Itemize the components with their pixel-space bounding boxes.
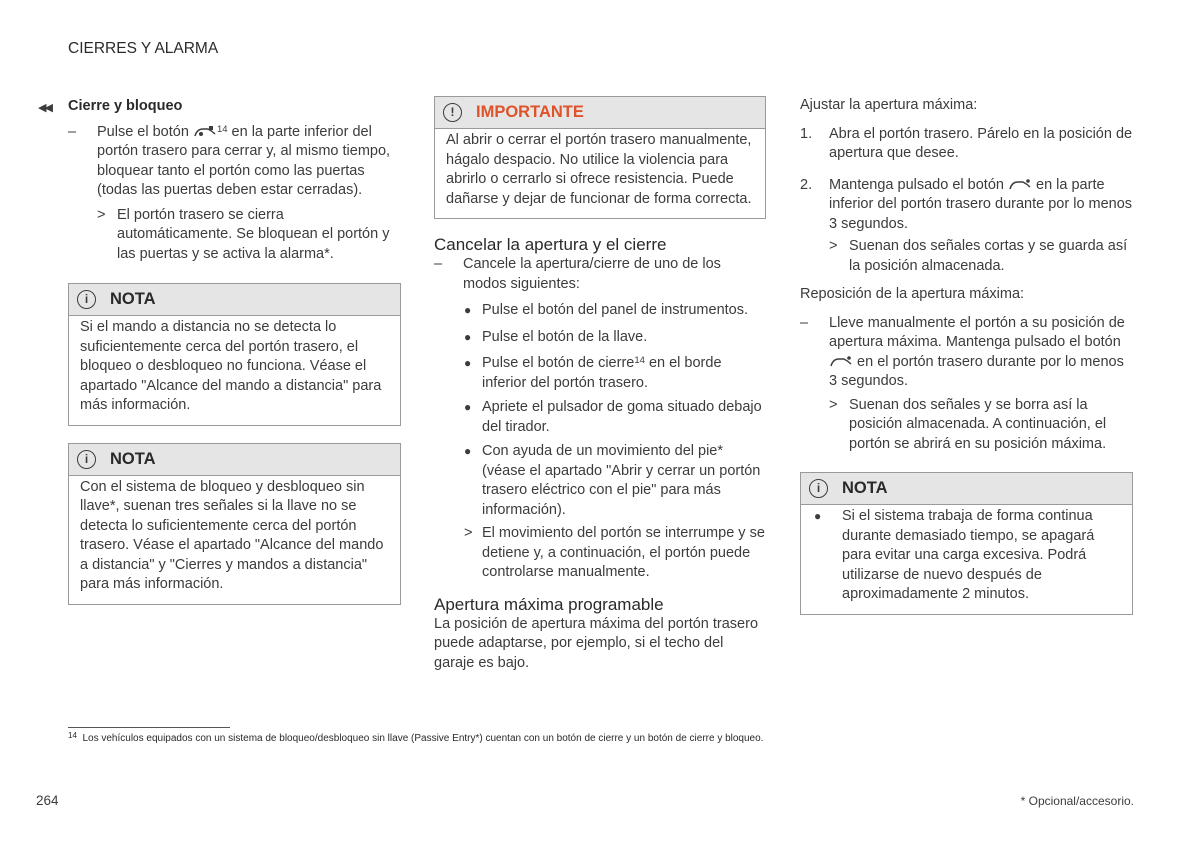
- note-header: [69, 444, 400, 476]
- column-middle: [434, 96, 766, 673]
- note-header: [801, 473, 1132, 505]
- step-result: [829, 237, 1133, 276]
- list-item: [463, 398, 766, 437]
- footnote: [68, 733, 763, 744]
- double-chevron-left-icon[interactable]: ◀◀: [38, 102, 51, 114]
- step-text: Abra el portón trasero. Párelo en la posición de apertura que desee.: [829, 125, 1133, 161]
- list-item: [463, 301, 766, 321]
- info-circle-icon: i: [77, 290, 96, 309]
- cancel-step: [434, 255, 766, 294]
- page-number: 264: [36, 793, 59, 808]
- bullet-text: Con ayuda de un movimiento del pie* (véase el apartado "Abrir y cerrar un portón trasero eléctrico con el pie" para más información).: [482, 443, 761, 518]
- column-left: [38, 96, 401, 605]
- step-dash: –: [68, 123, 77, 140]
- bullet-mark: ●: [464, 329, 472, 344]
- note-box-2: [68, 443, 401, 605]
- result-text: El portón trasero se cierra automáticamente. Se bloquean el portón y las puertas y se activa la alarma*.: [117, 206, 390, 262]
- page-header: CIERRES Y ALARMA: [68, 40, 219, 57]
- bullet-text: Pulse el botón de la llave.: [482, 328, 648, 345]
- list-item: [463, 328, 766, 348]
- step-text-pre: Pulse el botón: [97, 123, 189, 140]
- note-body: Con el sistema de bloqueo y desbloqueo sin llave*, suenan tres señales si la llave no se detecta lo suficientemente cerca del portón trasero. Véase el apartado "Alcance del mando a distancia" y "Cierres y mandos a distancia" para más información.: [80, 478, 384, 592]
- result-mark: >: [829, 396, 838, 413]
- bullet-text-pre: Pulse el botón de cierre: [482, 355, 635, 371]
- footnote-number: 14: [68, 731, 77, 740]
- note-body: Si el sistema trabaja de forma continua durante demasiado tiempo, se apagará para evitar una carga excesiva. Podrá utilizarse de nuevo después de aproximadamente 2 minutos.: [842, 508, 1095, 602]
- adjust-intro: Ajustar la apertura máxima:: [800, 97, 978, 113]
- result-text: Suenan dos señales y se borra así la posición almacenada. A continuación, el portón se abrirá en su posición máxima.: [849, 396, 1107, 452]
- section-title-cierre-bloqueo: Cierre y bloqueo: [68, 98, 183, 114]
- info-circle-icon: i: [77, 450, 96, 469]
- bullet-mark: ●: [464, 303, 472, 317]
- step-close-lock: [68, 123, 401, 201]
- note-box-1: [68, 283, 401, 426]
- apertura-maxima-body: La posición de apertura máxima del portón trasero puede adaptarse, por ejemplo, si el techo del garaje es bajo.: [434, 615, 759, 671]
- step-number: 2.: [800, 176, 813, 193]
- note-title: NOTA: [110, 449, 156, 468]
- footnote-ref[interactable]: 14: [216, 123, 228, 135]
- result-mark: >: [97, 206, 106, 223]
- numbered-step-1: [800, 125, 1133, 164]
- note-body-wrap: [801, 505, 1132, 614]
- step-text-post: en la parte inferior del portón trasero para cerrar y, al mismo tiempo, bloquear tanto el portón como las puertas (todas las puertas deben estar cerradas).: [97, 123, 391, 198]
- section-title-apertura-maxima: Apertura máxima programable: [434, 594, 664, 614]
- step-text-pre: Lleve manualmente el portón a su posición de apertura máxima. Mantenga pulsado el botón: [829, 314, 1125, 350]
- list-item: [463, 442, 766, 520]
- tailgate-button-icon: [1008, 179, 1032, 191]
- cancel-bullet-list: [463, 301, 766, 583]
- tailgate-button-icon: [829, 356, 853, 368]
- step-number: 1.: [800, 125, 813, 142]
- info-circle-icon: i: [809, 479, 828, 498]
- numbered-step-2: [800, 176, 1133, 235]
- note-title: NOTA: [842, 479, 888, 497]
- bullet-text-post: en el borde inferior del portón trasero.: [482, 355, 722, 391]
- optional-note: * Opcional/accesorio.: [1020, 794, 1134, 808]
- bullet-mark: ●: [464, 356, 472, 370]
- result-mark: >: [829, 238, 838, 254]
- bullet-text: Pulse el botón del panel de instrumentos.: [482, 302, 749, 318]
- bullet-text: Apriete el pulsador de goma situado debajo del tirador.: [482, 399, 762, 435]
- note-box-3: [800, 472, 1133, 615]
- step-dash: –: [800, 314, 809, 331]
- list-item: [463, 354, 766, 393]
- result-text: El movimiento del portón se interrumpe y se detiene y, a continuación, el portón puede controlarse manualmente.: [482, 525, 765, 580]
- step-text-post: en la parte inferior del portón trasero durante por lo menos 3 segundos.: [829, 176, 1133, 232]
- column-right: [800, 96, 1133, 615]
- important-header: [435, 97, 765, 129]
- footnote-divider: [68, 727, 230, 728]
- note-title: NOTA: [110, 290, 156, 308]
- footnote-text: Los vehículos equipados con un sistema de bloqueo/desbloqueo sin llave (Passive Entry*) cuentan con un botón de cierre y un botón de cierre y bloqueo.: [82, 733, 764, 744]
- note-header: [69, 284, 400, 316]
- result-text: Suenan dos señales cortas y se guarda así la posición almacenada.: [849, 238, 1128, 274]
- lock-tailgate-button-icon: [193, 126, 217, 138]
- important-title: IMPORTANTE: [476, 103, 584, 121]
- step-result: [97, 206, 401, 265]
- list-item: [813, 507, 1122, 605]
- result-mark: >: [464, 525, 473, 541]
- cancel-result: [463, 524, 766, 583]
- step-text-pre: Mantenga pulsado el botón: [829, 176, 1004, 193]
- reset-step: [800, 314, 1133, 392]
- important-box: [434, 96, 766, 219]
- step-dash: –: [434, 256, 443, 272]
- cancel-intro: Cancele la apertura/cierre de uno de los modos siguientes:: [463, 256, 721, 292]
- footnote-ref[interactable]: 14: [634, 355, 645, 366]
- warning-circle-icon: !: [443, 103, 462, 122]
- bullet-mark: ●: [814, 509, 822, 523]
- bullet-mark: ●: [464, 444, 472, 458]
- step-text-post: en el portón trasero durante por lo menos 3 segundos.: [829, 353, 1124, 389]
- bullet-mark: ●: [464, 400, 472, 414]
- reset-intro: Reposición de la apertura máxima:: [800, 286, 1025, 302]
- important-body: Al abrir o cerrar el portón trasero manualmente, hágalo despacio. No utilice la violencia para abrirlo o cerrarlo si ofrece resistencia. Puede dañarse y dejar de funcionar de forma correcta.: [446, 132, 752, 207]
- section-title-cancelar: Cancelar la apertura y el cierre: [434, 235, 667, 254]
- reset-result: [829, 396, 1133, 455]
- note-body: Si el mando a distancia no se detecta lo suficientemente cerca del portón trasero, el bloqueo o desbloqueo no funciona. Véase el apartado "Alcance del mando a distancia" para más información.: [80, 319, 382, 413]
